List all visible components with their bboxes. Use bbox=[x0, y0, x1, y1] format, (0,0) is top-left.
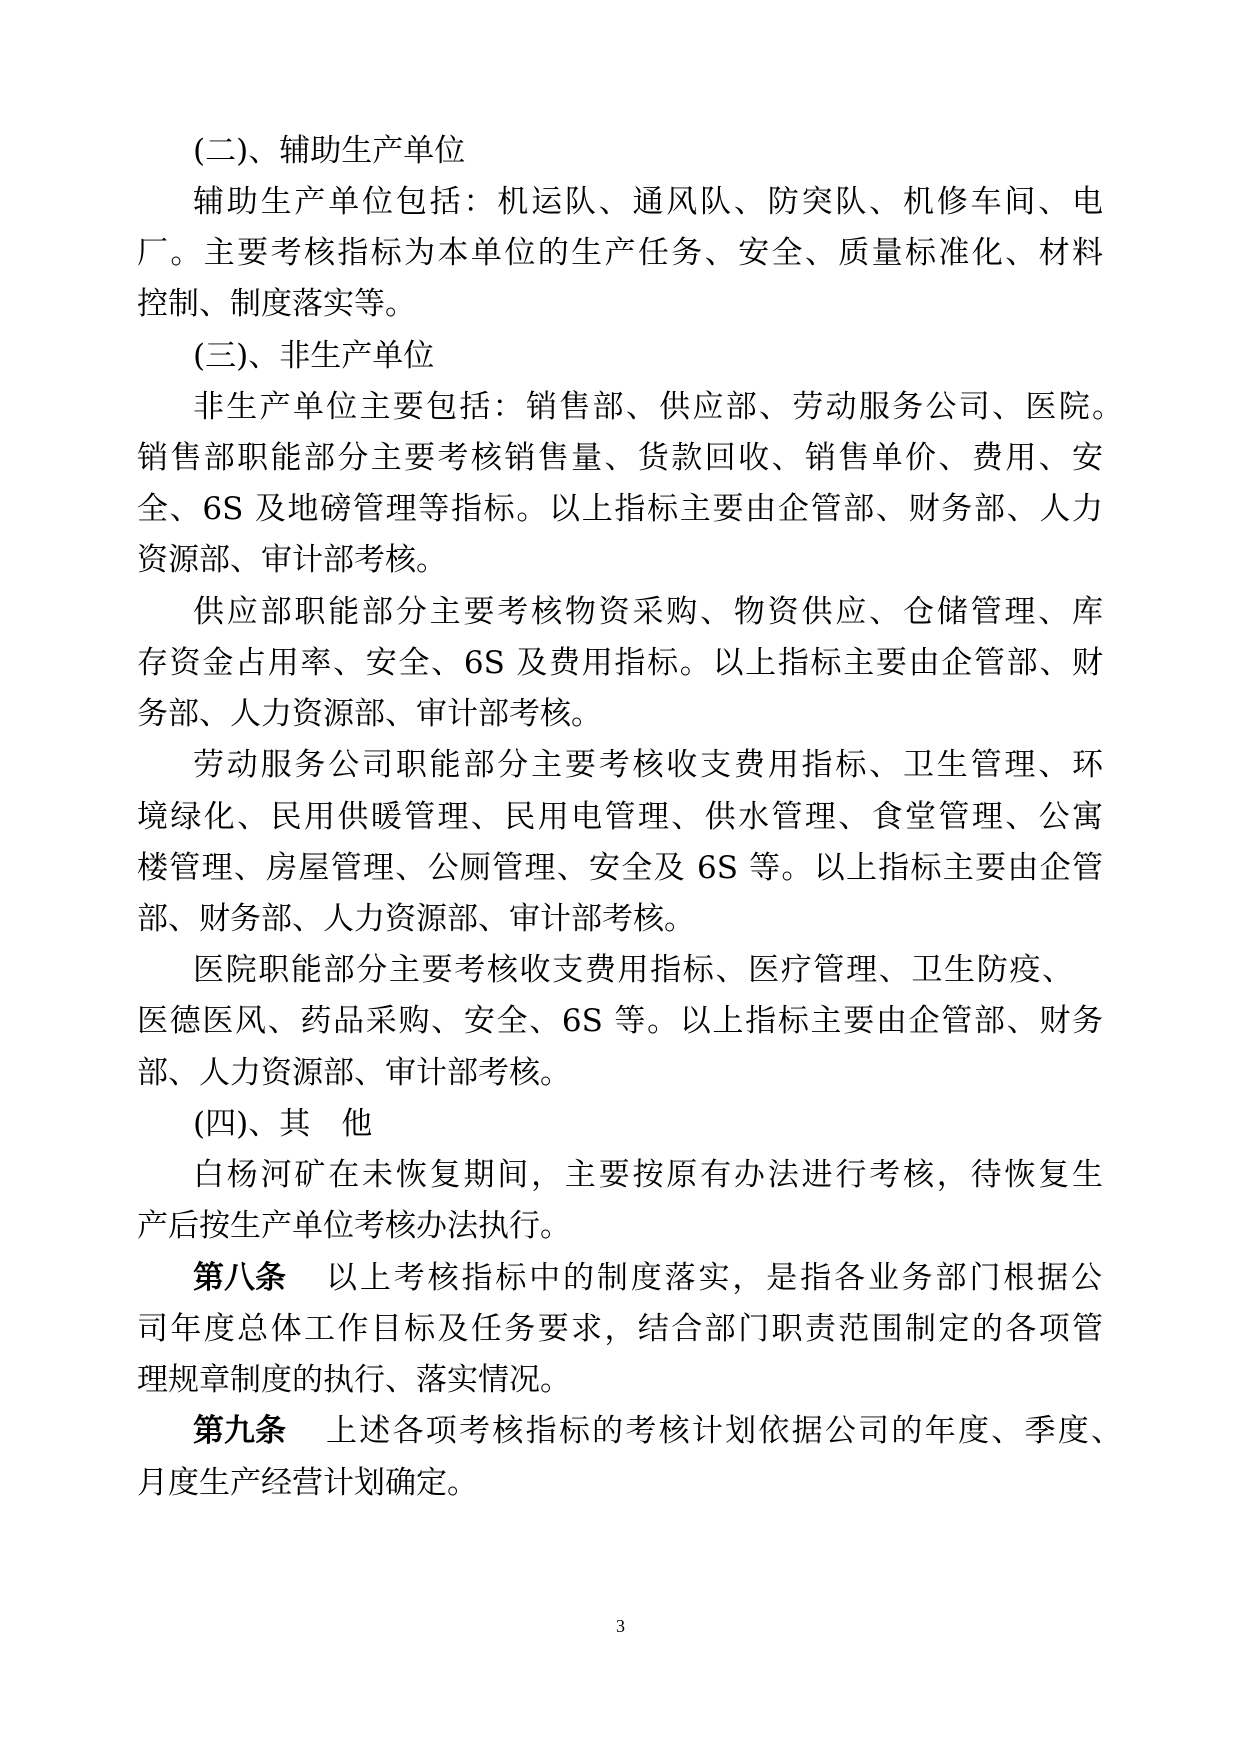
paragraph-line: 部、财务部、人力资源部、审计部考核。 bbox=[137, 901, 695, 937]
paragraph-line: 辅助生产单位包括：机运队、通风队、防突队、机修车间、电 bbox=[193, 184, 1103, 220]
article-9-label: 第九条 bbox=[193, 1413, 286, 1449]
paragraph-line: 非生产单位主要包括：销售部、供应部、劳动服务公司、医院。 bbox=[193, 389, 1123, 425]
article-8-label: 第八条 bbox=[193, 1260, 286, 1296]
article-9-text: 上述各项考核指标的考核计划依据公司的年度、季度、 bbox=[326, 1413, 1122, 1449]
article-8-text: 以上考核指标中的制度落实，是指各业务部门根据公 bbox=[326, 1260, 1102, 1296]
paragraph-line: 控制、制度落实等。 bbox=[137, 286, 416, 322]
page-number: 3 bbox=[616, 1616, 625, 1636]
section-heading-non-production: (三)、非生产单位 bbox=[193, 338, 435, 374]
paragraph-line: 全、6S 及地磅管理等指标。以上指标主要由企管部、财务部、人力 bbox=[137, 491, 1103, 527]
paragraph-line: 月度生产经营计划确定。 bbox=[137, 1465, 478, 1501]
paragraph-line: 销售部职能部分主要考核销售量、货款回收、销售单价、费用、安 bbox=[137, 440, 1103, 476]
paragraph-line: 产后按生产单位考核办法执行。 bbox=[137, 1208, 571, 1244]
paragraph-line: 资源部、审计部考核。 bbox=[137, 542, 447, 578]
paragraph-line: 医德医风、药品采购、安全、6S 等。以上指标主要由企管部、财务 bbox=[137, 1003, 1103, 1039]
section-heading-auxiliary: (二)、辅助生产单位 bbox=[193, 133, 466, 169]
paragraph-line: 部、人力资源部、审计部考核。 bbox=[137, 1055, 571, 1091]
paragraph-line: 存资金占用率、安全、6S 及费用指标。以上指标主要由企管部、财 bbox=[137, 645, 1103, 681]
paragraph-line: 白杨河矿在未恢复期间，主要按原有办法进行考核，待恢复生 bbox=[193, 1157, 1103, 1193]
paragraph-line: 供应部职能部分主要考核物资采购、物资供应、仓储管理、库 bbox=[193, 594, 1103, 630]
paragraph-line: 理规章制度的执行、落实情况。 bbox=[137, 1362, 571, 1398]
section-heading-other: (四)、其 他 bbox=[193, 1106, 373, 1142]
paragraph-line: 厂。主要考核指标为本单位的生产任务、安全、质量标准化、材料 bbox=[137, 235, 1103, 271]
paragraph-line: 境绿化、民用供暖管理、民用电管理、供水管理、食堂管理、公寓 bbox=[137, 799, 1103, 835]
paragraph-line: 医院职能部分主要考核收支费用指标、医疗管理、卫生防疫、 bbox=[193, 952, 1073, 988]
paragraph-line: 务部、人力资源部、审计部考核。 bbox=[137, 696, 602, 732]
paragraph-line: 楼管理、房屋管理、公厕管理、安全及 6S 等。以上指标主要由企管 bbox=[137, 850, 1103, 886]
paragraph-line: 劳动服务公司职能部分主要考核收支费用指标、卫生管理、环 bbox=[193, 747, 1103, 783]
paragraph-line: 司年度总体工作目标及任务要求，结合部门职责范围制定的各项管 bbox=[137, 1311, 1103, 1347]
